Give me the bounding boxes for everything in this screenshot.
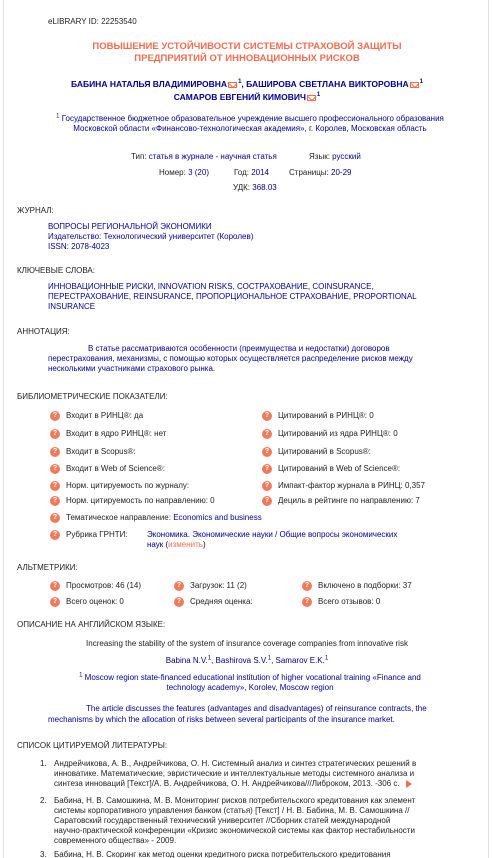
ref-num-2: 2. [40,796,47,805]
year-label: Год: [234,168,249,177]
type-label: Тип: [131,152,147,161]
help-icon[interactable]: ? [302,597,312,607]
title-line-1: ПОВЫШЕНИЕ УСТОЙЧИВОСТИ СИСТЕМЫ СТРАХОВОЙ ЗАЩИТЫ [92,41,402,52]
number-value[interactable]: 3 (20) [188,168,209,177]
en-author-3[interactable]: Samarov E.K. [275,656,325,665]
biblio-left-4-text: Входит в Web of Science®: [66,464,165,473]
help-icon[interactable]: ? [262,464,272,474]
biblio-left-5 [52,481,190,490]
biblio-heading: БИБЛИОМЕТРИЧЕСКИЕ ПОКАЗАТЕЛИ: [17,392,168,401]
collections-text: Включено в подборки: 37 [318,581,412,590]
biblio-left-6 [52,496,215,505]
altmetric-views [52,581,142,590]
aff-line-1[interactable]: Государственное бюджетное образовательное учреждение высшего профессионального образования [61,114,444,123]
biblio-right-4 [264,464,401,473]
total-ratings-text: Всего оценок: 0 [66,597,124,606]
pages-value: 20-29 [331,168,352,177]
ref-2-line-5: современного общества» - 2009. [54,836,177,845]
en-author-sup-1: 1 [207,655,212,662]
article-page [3,0,489,858]
grnti-line-2: наук [147,540,164,549]
references-heading: СПИСОК ЦИТИРУЕМОЙ ЛИТЕРАТУРЫ: [17,741,168,750]
author-link-3[interactable]: САМАРОВ ЕВГЕНИЙ КИМОВИЧ [173,92,306,102]
email-icon[interactable] [410,82,419,88]
keywords-heading: КЛЮЧЕВЫЕ СЛОВА: [17,266,95,275]
grnti-value: Экономика. Экономические науки / Общие вопросы экономических наук (изменить) [147,530,398,549]
lang-value: русский [332,152,361,161]
reference-item-2 [40,796,454,846]
en-author-sup-2: 1 [267,655,272,662]
author-sup-1: 1 [238,79,242,86]
help-icon[interactable]: ? [50,411,60,421]
help-icon[interactable]: ? [50,481,60,491]
biblio-right-1 [264,411,374,420]
meta-number [159,168,209,177]
biblio-right-5-text: Импакт-фактор журнала в РИНЦ: 0,357 [278,481,425,490]
ref-2-line-3: Саратовский государственный технический университет //Сборник статей международной [54,816,391,825]
meta-year [234,168,269,177]
email-icon[interactable] [228,82,237,88]
meta-udk [233,183,277,192]
altmetric-collections [304,581,412,590]
help-icon[interactable]: ? [50,581,60,591]
english-authors: Babina N.V.$^1$, Bashirova S.V.$^1$, Samarov E.K.$^1$ [165,655,329,665]
help-icon[interactable]: ? [50,530,60,540]
author-sup-2: 1 [419,79,423,86]
grnti-line-1: Экономика. Экономические науки / Общие вопросы экономических [147,530,398,539]
english-heading: ОПИСАНИЕ НА АНГЛИЙСКОМ ЯЗЫКЕ: [17,620,166,629]
journal-name-link[interactable]: ВОПРОСЫ РЕГИОНАЛЬНОЙ ЭКОНОМИКИ [48,222,212,231]
meta-pages [289,168,351,177]
ref-num-1: 1. [40,759,47,768]
author-link-1[interactable]: БАБИНА НАТАЛЬЯ ВЛАДИМИРОВНА [71,79,228,89]
keywords-line-2[interactable]: ПЕРЕСТРАХОВАНИЕ, REINSURANCE, ПРОПОРЦИОНАЛЬНОЕ СТРАХОВАНИЕ, PROPORTIONAL [48,292,417,301]
annotation-heading: АННОТАЦИЯ: [17,327,70,336]
author-link-2[interactable]: БАШИРОВА СВЕТЛАНА ВИКТОРОВНА [246,79,409,89]
biblio-left-1-text: Входит в РИНЦ®: да [66,411,144,420]
authors-block: БАБИНА НАТАЛЬЯ ВЛАДИМИРОВНА $^1$, БАШИРОВА СВЕТЛАНА ВИКТОРОВНА $^1$ САМАРОВ ЕВГЕНИЙ КИМОВИЧ $^1$ [71,79,423,102]
ref-num-3: 3. [40,850,47,858]
udk-label: УДК: [233,183,251,192]
ref-1-line-1: Андрейчикова, А. В., Андрейчикова, О. Н. Системный анализ и синтез стратегических решений в [54,759,417,768]
journal-heading: ЖУРНАЛ: [17,206,54,215]
meta-lang [309,152,361,161]
downloads-text: Загрузок: 11 (2) [190,581,247,590]
keywords-line-3[interactable]: INSURANCE [48,302,96,311]
help-icon[interactable]: ? [174,581,184,591]
help-icon[interactable]: ? [50,597,60,607]
biblio-right-6-text: Дециль в рейтинге по направлению: 7 [278,496,420,505]
udk-value: 368.03 [252,183,277,192]
annotation-text [48,344,456,374]
keywords-line-1[interactable]: ИННОВАЦИОННЫЕ РИСКИ, INNOVATION RISKS, СОСТРАХОВАНИЕ, COINSURANCE, [48,282,374,291]
biblio-right-2-text: Цитирований из ядра РИНЦ®: 0 [278,429,398,438]
biblio-left-5-text: Норм. цитируемость по журналу: [66,481,190,490]
biblio-right-6 [264,496,420,505]
aff-sup: 1 [56,113,60,120]
biblio-right-3 [264,447,371,456]
ref-1-line-3: синтеза инноваций [Текст]/А. В. Андрейчикова, О. Н. Андрейчикова///Либроком, 2013. -306 с. [54,779,400,788]
thematic-direction [52,513,262,522]
help-icon[interactable]: ? [50,447,60,457]
journal-publisher: Издательство: Технологический университет (Королев) [48,232,254,241]
play-icon[interactable] [406,780,412,788]
change-grnti-link[interactable]: изменить [168,540,203,549]
help-icon[interactable]: ? [50,496,60,506]
biblio-left-6-text: Норм. цитируемость по направлению: 0 [66,496,215,505]
help-icon[interactable]: ? [302,581,312,591]
biblio-right-5 [264,481,425,490]
aff-line-2[interactable]: Московской области «Финансово-технологическая академия», г. Королев, Московская область [73,124,427,133]
annotation-line-2: перестрахования, механизмы, с помощью которых осуществляется распределение рисков между [48,354,413,363]
help-icon[interactable]: ? [262,481,272,491]
biblio-left-3-text: Входит в Scopus®: [66,447,136,456]
en-aff-sup: 1 [79,672,83,679]
biblio-left-1 [52,411,144,420]
article-title [24,41,470,65]
en-aff-line-2: technology academy», Korolev, Moscow region [166,683,334,692]
altmetric-reviews [304,597,381,606]
help-icon[interactable]: ? [262,411,272,421]
grnti-rubric [52,530,128,539]
en-aff-line-1: Moscow region state-financed educational institution of higher vocational training «Finance and [84,673,421,682]
thematic-label: Тематическое направление: [66,513,171,522]
lang-label: Язык: [309,152,330,161]
reference-item-1 [40,759,454,789]
biblio-left-2-text: Входит в ядро РИНЦ®: нет [66,429,167,438]
annotation-line-3: несколькими участниками страхового рынка. [48,364,216,373]
grnti-label: Рубрика ГРНТИ: [66,530,128,539]
biblio-right-1-text: Цитирований в РИНЦ®: 0 [278,411,374,420]
annotation-line-1: В статье рассматриваются особенности (преимущества и недостатки) договоров [88,344,390,353]
biblio-left-2 [52,429,167,438]
keywords-list[interactable] [48,282,417,312]
ref-1-line-2: инноватике. Математические, эвристические и интеллектуальные методы системного анализа и [54,769,415,778]
help-icon[interactable]: ? [174,597,184,607]
biblio-right-2 [264,429,398,438]
author-sup-3: 1 [316,92,321,99]
reference-item-3 [40,850,454,858]
journal-block [48,222,253,252]
journal-issn: ISSN: 2078-4023 [48,242,110,251]
reviews-text: Всего отзывов: 0 [318,597,381,606]
pages-label: Страницы: [289,168,329,177]
english-affiliation [64,673,436,693]
title-line-2: ПРЕДПРИЯТИЙ ОТ ИННОВАЦИОННЫХ РИСКОВ [134,53,360,64]
email-icon[interactable] [307,95,316,101]
ref-2-line-2: системы корпоративного управления банком (статья) [Текст] / Н. В. Бабина, М. В. Самошкина // [54,806,410,815]
ref-3-line-1: Бабина, Н. В. Скоринг как метод оценки кредитного риска потребительского кредитования [54,850,391,858]
elibrary-id: eLIBRARY ID: 22253540 [48,17,137,26]
help-icon[interactable]: ? [262,429,272,439]
help-icon[interactable]: ? [50,429,60,439]
en-abs-line-2: mechanisms by which the allocation of risks between several participants of the insurance market. [48,715,395,724]
help-icon[interactable]: ? [50,464,60,474]
number-label: Номер: [159,168,186,177]
help-icon[interactable]: ? [262,496,272,506]
biblio-left-3 [52,447,136,456]
ref-2-line-4: научно-практической конференции «Кризис экономической системы как фактор нестабильности [54,826,415,835]
english-abstract [48,703,456,725]
altmetric-total-ratings [52,597,124,606]
thematic-value: Economics and business [173,513,262,522]
biblio-left-4 [52,464,165,473]
altmetric-downloads [176,581,247,590]
biblio-right-3-text: Цитирований в Scopus®: [278,447,371,456]
english-title: Increasing the stability of the system of insurance coverage companies from innovative risk [86,639,408,648]
help-icon[interactable]: ? [50,513,60,523]
en-author-sup-3: 1 [324,655,329,662]
en-author-2[interactable]: Bashirova S.V. [215,656,268,665]
ref-2-line-1: Бабина, Н. В. Самошкина, М. В. Мониторинг рисков потребительского кредитования как элемент [54,796,416,805]
views-text: Просмотров: 46 (14) [66,581,142,590]
en-author-1[interactable]: Babina N.V. [165,656,208,665]
en-abs-line-1: The article discusses the features (advantages and disadvantages) of reinsurance contracts, the [86,704,427,713]
biblio-right-4-text: Цитирований в Web of Science®: [278,464,401,473]
affiliation [44,114,456,134]
meta-type [131,152,277,161]
altmetric-avg-rating [176,597,253,606]
avg-rating-text: Средняя оценка: [190,597,253,606]
altmetrics-heading: АЛЬТМЕТРИКИ: [17,563,78,572]
help-icon[interactable]: ? [262,447,272,457]
year-value: 2014 [251,168,269,177]
type-value: статья в журнале - научная статья [148,152,277,161]
